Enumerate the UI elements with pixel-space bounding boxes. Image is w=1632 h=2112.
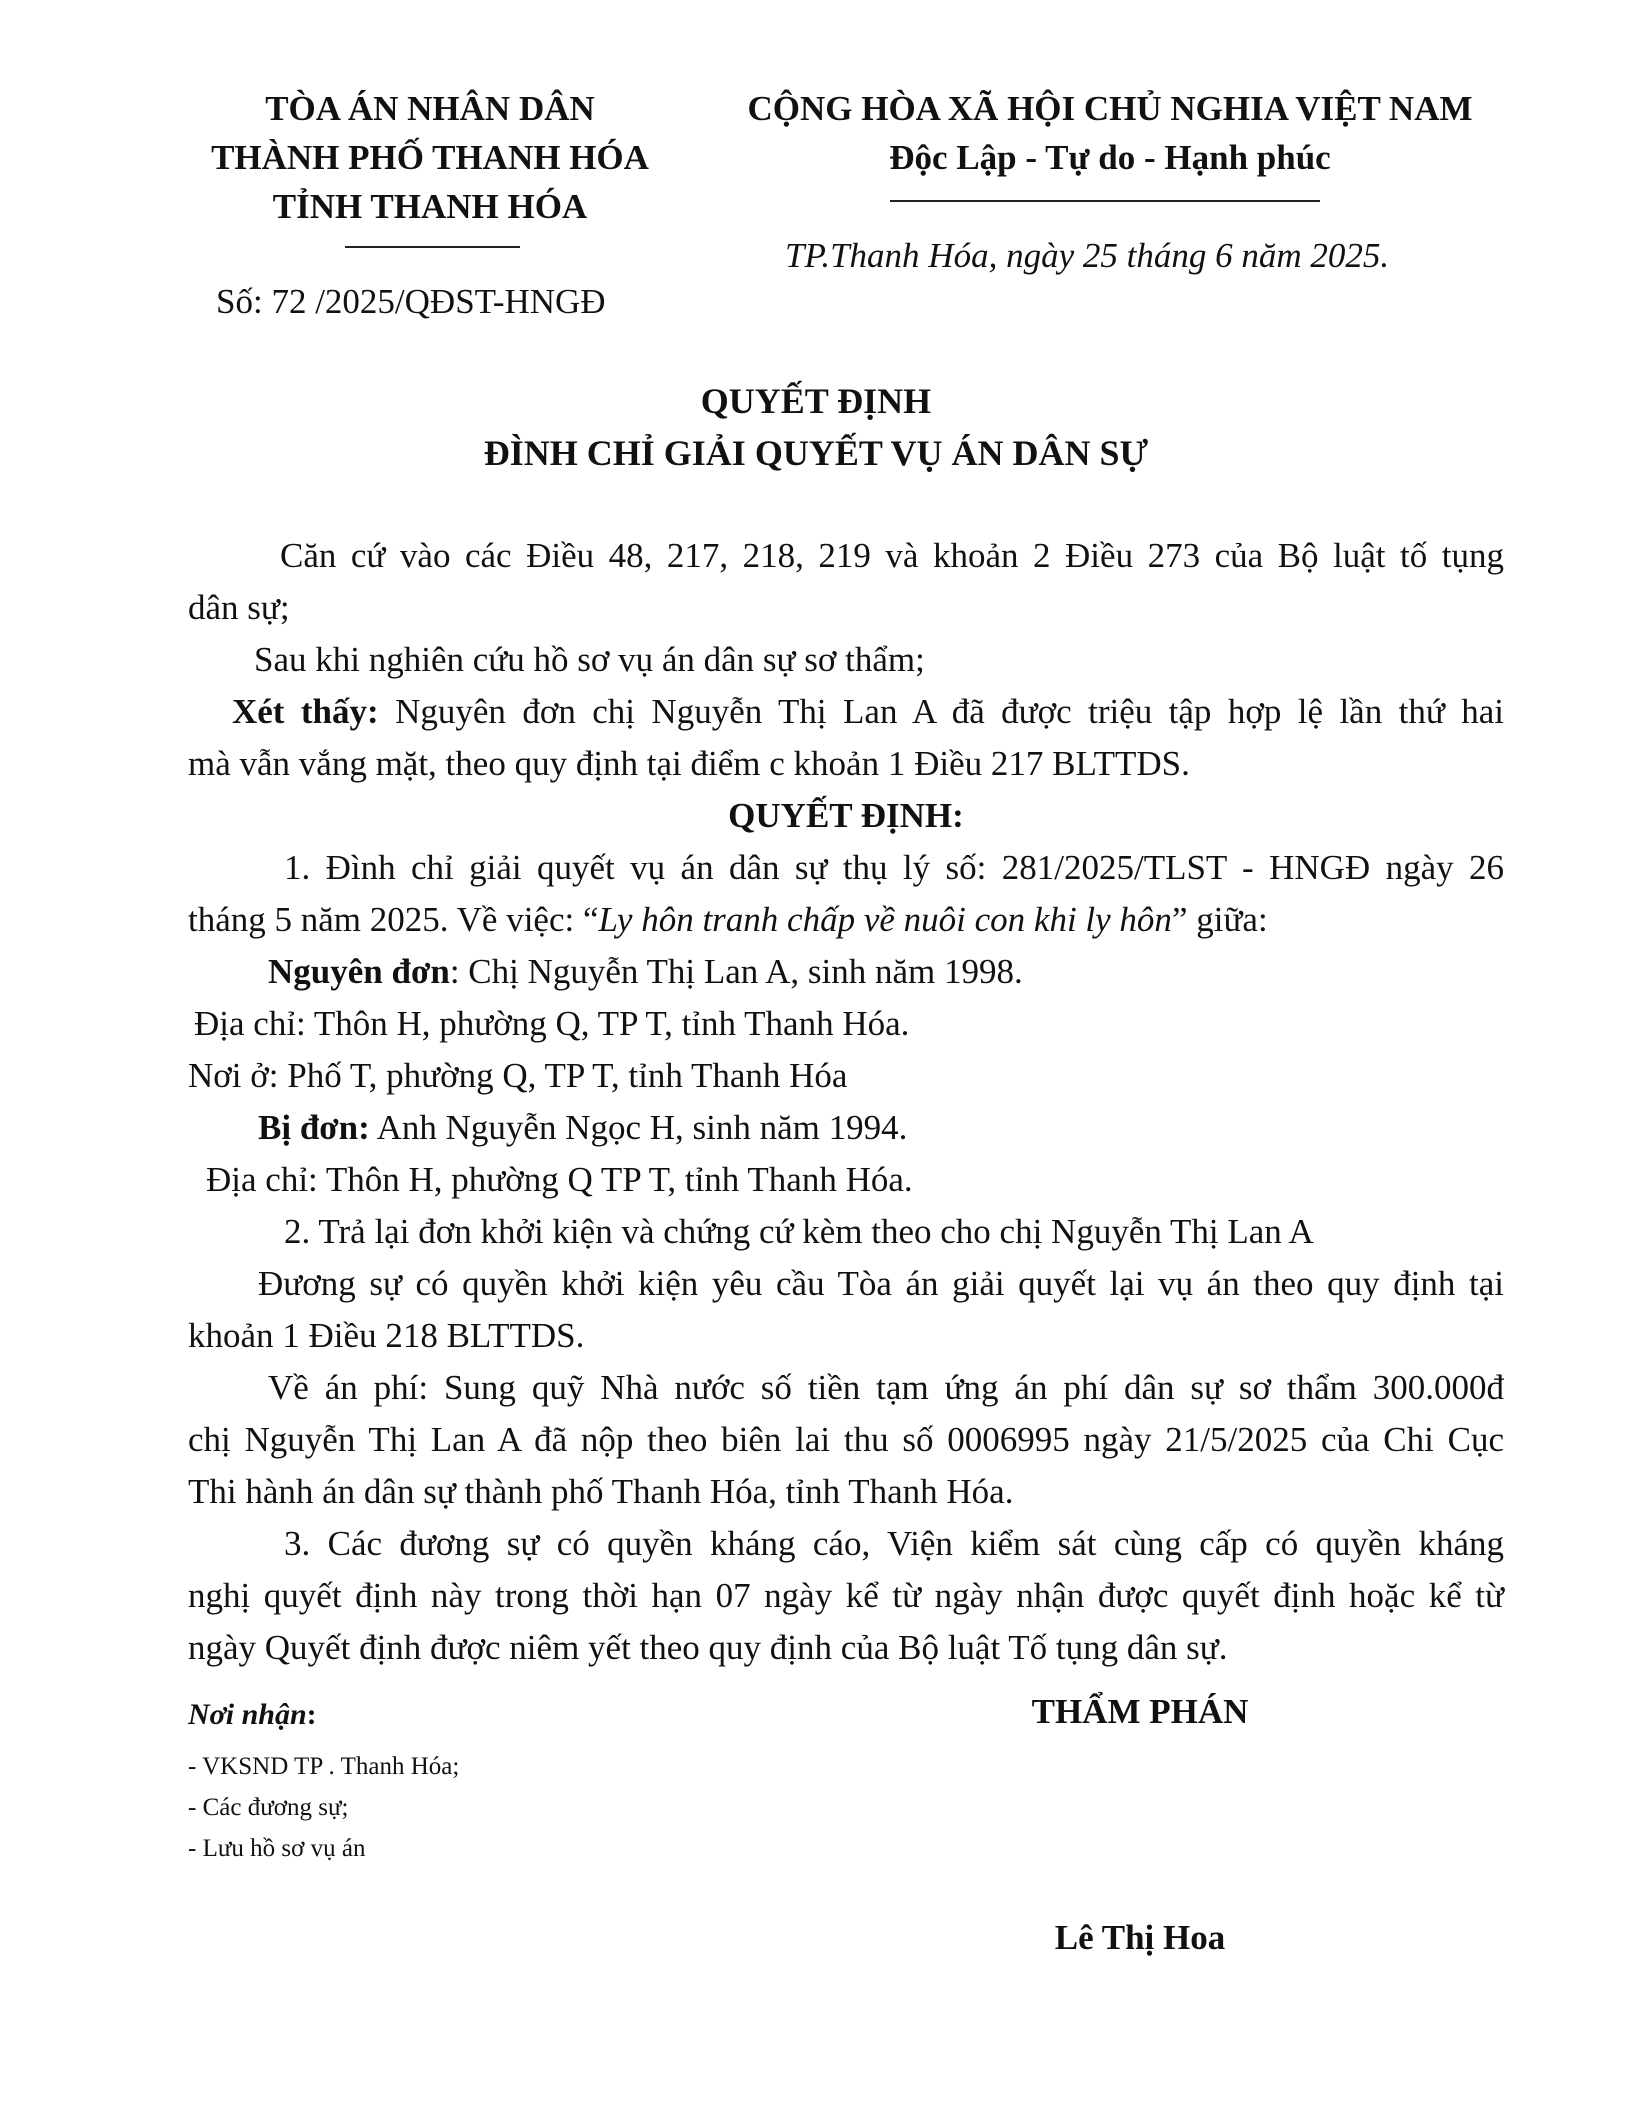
court-fee-line3: Thi hành án dân sự thành phố Thanh Hóa, tỉnh Thanh Hóa. [188,1472,1014,1511]
court-name-line2: THÀNH PHỐ THANH HÓA [211,138,649,177]
decision-3-line1: 3. Các đương sự có quyền kháng cáo, Viện kiểm sát cùng cấp có quyền kháng [284,1524,1504,1563]
signer-role: THẨM PHÁN [1031,1692,1249,1731]
decision-3-line2: nghị quyết định này trong thời hạn 07 ngày kể từ ngày nhận được quyết định hoặc kể từ [188,1576,1504,1615]
decision-1-line2: tháng 5 năm 2025. Về việc: “Ly hôn tranh chấp về nuôi con khi ly hôn” giữa: [188,900,1268,939]
plaintiff-residence: Nơi ở: Phố T, phường Q, TP T, tỉnh Thanh Hóa [188,1056,848,1095]
findings-line1: Xét thấy: Nguyên đơn chị Nguyễn Thị Lan A đã được triệu tập hợp lệ lần thứ hai [232,692,1504,731]
court-name-line1: TÒA ÁN NHÂN DÂN [265,89,595,128]
decision-heading: QUYẾT ĐỊNH: [728,796,964,835]
issue-date: TP.Thanh Hóa, ngày 25 tháng 6 năm 2025. [785,236,1390,275]
review-paragraph: Sau khi nghiên cứu hồ sơ vụ án dân sự sơ thẩm; [254,640,925,679]
findings-label: Xét thấy: [232,692,379,731]
left-header-divider [345,246,520,248]
refiling-right-line2: khoản 1 Điều 218 BLTTDS. [188,1316,585,1355]
decision-3-line3: ngày Quyết định được niêm yết theo quy định của Bộ luật Tố tụng dân sự. [188,1628,1228,1667]
defendant-line: Bị đơn: Anh Nguyễn Ngọc H, sinh năm 1994. [258,1108,908,1147]
recipient-item: - Lưu hồ sơ vụ án [188,1835,366,1862]
document-subtitle: ĐÌNH CHỈ GIẢI QUYẾT VỤ ÁN DÂN SỰ [483,433,1149,473]
defendant-address: Địa chỉ: Thôn H, phường Q TP T, tỉnh Thanh Hóa. [206,1160,913,1199]
recipient-item: - Các đương sự; [188,1794,349,1821]
findings-line2: mà vẫn vắng mặt, theo quy định tại điểm c khoản 1 Điều 217 BLTTDS. [188,744,1190,783]
decision-number: Số: 72 /2025/QĐST-HNGĐ [216,282,606,321]
court-name-line3: TỈNH THANH HÓA [272,187,588,226]
decision-1-line1: 1. Đình chỉ giải quyết vụ án dân sự thụ lý số: 281/2025/TLST - HNGĐ ngày 26 [284,848,1504,887]
recipient-item: - VKSND TP . Thanh Hóa; [188,1753,460,1780]
legal-basis-line2: dân sự; [188,588,290,627]
court-fee-line2: chị Nguyễn Thị Lan A đã nộp theo biên lai thu số 0006995 ngày 21/5/2025 của Chi Cục [188,1420,1504,1459]
defendant-label: Bị đơn: [258,1108,370,1147]
court-name-block [180,84,680,231]
recipients-heading: Nơi nhận: [188,1698,317,1731]
right-header-divider [890,200,1320,202]
recipients-list [188,1746,459,1869]
document-title: QUYẾT ĐỊNH [700,381,932,421]
recipients-label: Nơi nhận [188,1698,307,1731]
decision-2: 2. Trả lại đơn khởi kiện và chứng cứ kèm theo cho chị Nguyễn Thị Lan A [284,1212,1314,1251]
court-fee-line1: Về án phí: Sung quỹ Nhà nước số tiền tạm ứng án phí dân sự sơ thẩm 300.000đ [268,1368,1504,1407]
legal-basis-line1: Căn cứ vào các Điều 48, 217, 218, 219 và khoản 2 Điều 273 của Bộ luật tố tụng [280,536,1504,575]
republic-title: CỘNG HÒA XÃ HỘI CHỦ NGHIA VIỆT NAM [747,89,1473,128]
signer-name: Lê Thị Hoa [1054,1918,1226,1957]
document-body [188,530,1504,1674]
case-subject: Ly hôn tranh chấp về nuôi con khi ly hôn [598,900,1172,939]
republic-block [720,84,1500,182]
refiling-right-line1: Đương sự có quyền khởi kiện yêu cầu Tòa án giải quyết lại vụ án theo quy định tại [258,1264,1504,1303]
plaintiff-line: Nguyên đơn: Chị Nguyễn Thị Lan A, sinh năm 1998. [268,952,1023,991]
plaintiff-address: Địa chỉ: Thôn H, phường Q, TP T, tỉnh Thanh Hóa. [194,1004,910,1043]
plaintiff-label: Nguyên đơn [268,952,450,991]
republic-motto: Độc Lập - Tự do - Hạnh phúc [889,138,1331,177]
